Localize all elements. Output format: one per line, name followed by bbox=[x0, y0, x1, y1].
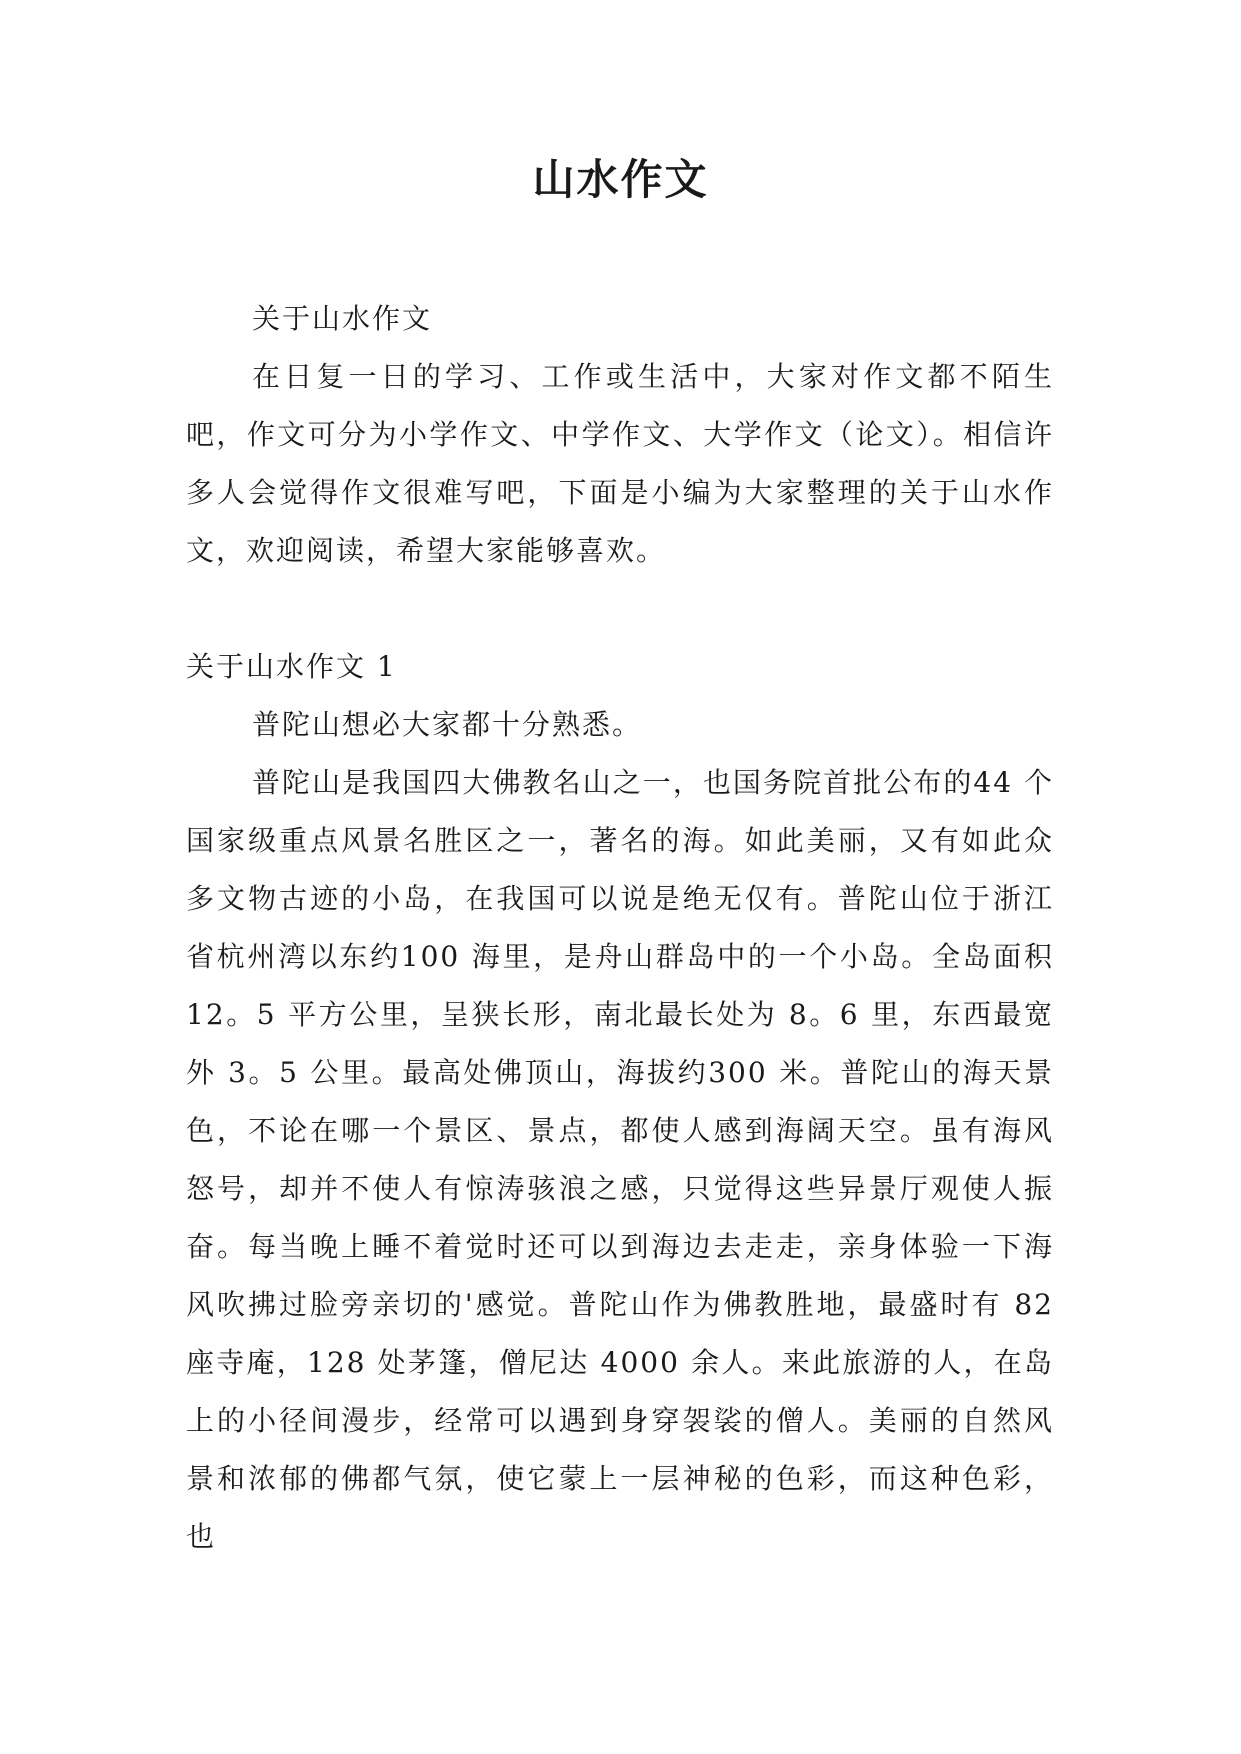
page-title: 山水作文 bbox=[532, 155, 709, 204]
intro-heading: 关于山水作文 bbox=[252, 302, 433, 335]
essay-paragraph: 普陀山是我国四大佛教名山之一，也国务院首批公布的44 个国家级重点风景名胜区之一，著名的海。如此美丽，又有如此众多文物古迹的小岛，在我国可以说是绝无仅有。普陀山位于浙江省杭州湾以东约100 海里，是舟山群岛中的一个小岛。全岛面积 12。5 平方公里，呈狭长形，南北最长处为 8。6 里，东西最宽外 3。5 公里。最高处佛顶山，海拔约300 米。普陀山的海天景色，不论在哪一个景区、景点，都使人感到海阔天空。虽有海风怒号，却并不使人有惊涛骇浪之感，只觉得这些异景厅观使人振奋。每当晚上睡不着觉时还可以到海边去走走，亲身体验一下海风吹拂过脸旁亲切的'感觉。普陀山作为佛教胜地，最盛时有 82 座寺庵，128 处茅篷，僧尼达 4000 余人。来此旅游的人，在岛上的小径间漫步，经常可以遇到身穿袈裟的僧人。美丽的自然风景和浓郁的佛都气氛，使它蒙上一层神秘的色彩，而这种色彩，也 bbox=[186, 766, 1054, 1553]
essay-paragraph: 普陀山想必大家都十分熟悉。 bbox=[252, 708, 643, 741]
essay-section bbox=[186, 638, 1054, 1566]
intro-paragraph: 在日复一日的学习、工作或生活中，大家对作文都不陌生吧，作文可分为小学作文、中学作文、大学作文（论文）。相信许多人会觉得作文很难写吧，下面是小编为大家整理的关于山水作文，欢迎阅读，希望大家能够喜欢。 bbox=[186, 360, 1054, 567]
essay-heading: 关于山水作文 1 bbox=[186, 650, 397, 683]
intro-section bbox=[186, 290, 1054, 580]
